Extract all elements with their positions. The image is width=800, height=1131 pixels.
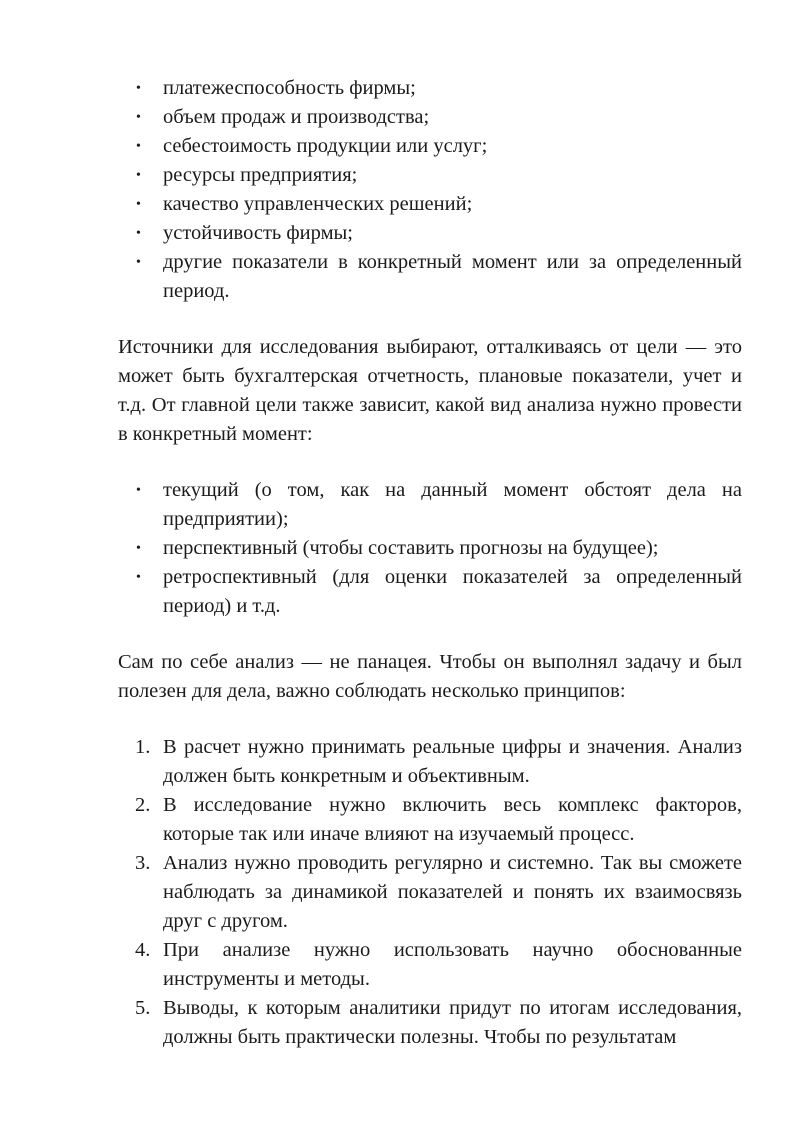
item-text: Выводы, к которым аналитики придут по итогам исследования, должны быть практически полезны. Чтобы по результатам — [163, 997, 742, 1048]
numbered-item — [118, 733, 742, 791]
indicators-list — [118, 74, 742, 306]
document-page — [118, 74, 742, 1052]
list-item: • объем продаж и производства; — [118, 103, 742, 132]
item-number: 2. — [135, 794, 151, 816]
list-item: • другие показатели в конкретный момент или за определенный период. — [118, 248, 742, 306]
numbered-item — [118, 936, 742, 994]
item-text: При анализе нужно использовать научно обоснованные инструменты и методы. — [163, 939, 742, 990]
principles-intro-paragraph: Сам по себе анализ — не панацея. Чтобы он выполнял задачу и был полезен для дела, важно соблюдать несколько принципов: — [118, 651, 742, 702]
list-item: • платежеспособность фирмы; — [118, 74, 742, 103]
item-text: В расчет нужно принимать реальные цифры и значения. Анализ должен быть конкретным и объективным. — [163, 736, 742, 787]
item-text: В исследование нужно включить весь комплекс факторов, которые так или иначе влияют на изучаемый процесс. — [163, 794, 742, 845]
item-number: 3. — [135, 852, 151, 874]
list-item: • себестоимость продукции или услуг; — [118, 132, 742, 161]
sources-paragraph: Источники для исследования выбирают, отталкиваясь от цели — это может быть бухгалтерская отчетность, плановые показатели, учет и т.д. От главной цели также зависит, какой вид анализа нужно провести в конкретный момент: — [118, 336, 742, 445]
list-item: • ресурсы предприятия; — [118, 161, 742, 190]
analysis-types-list — [118, 476, 742, 621]
item-number: 1. — [135, 736, 151, 758]
item-number: 5. — [135, 997, 151, 1019]
list-item: • ретроспективный (для оценки показателей за определенный период) и т.д. — [118, 563, 742, 621]
item-text: Анализ нужно проводить регулярно и системно. Так вы сможете наблюдать за динамикой показателей и понять их взаимосвязь друг с другом. — [163, 852, 742, 932]
list-item: • перспективный (чтобы составить прогнозы на будущее); — [118, 534, 742, 563]
numbered-item — [118, 849, 742, 936]
list-item: • устойчивость фирмы; — [118, 219, 742, 248]
numbered-item — [118, 791, 742, 849]
list-item: • текущий (о том, как на данный момент обстоят дела на предприятии); — [118, 476, 742, 534]
principles-list — [118, 733, 742, 1052]
item-number: 4. — [135, 939, 151, 961]
list-item: • качество управленческих решений; — [118, 190, 742, 219]
numbered-item — [118, 994, 742, 1052]
